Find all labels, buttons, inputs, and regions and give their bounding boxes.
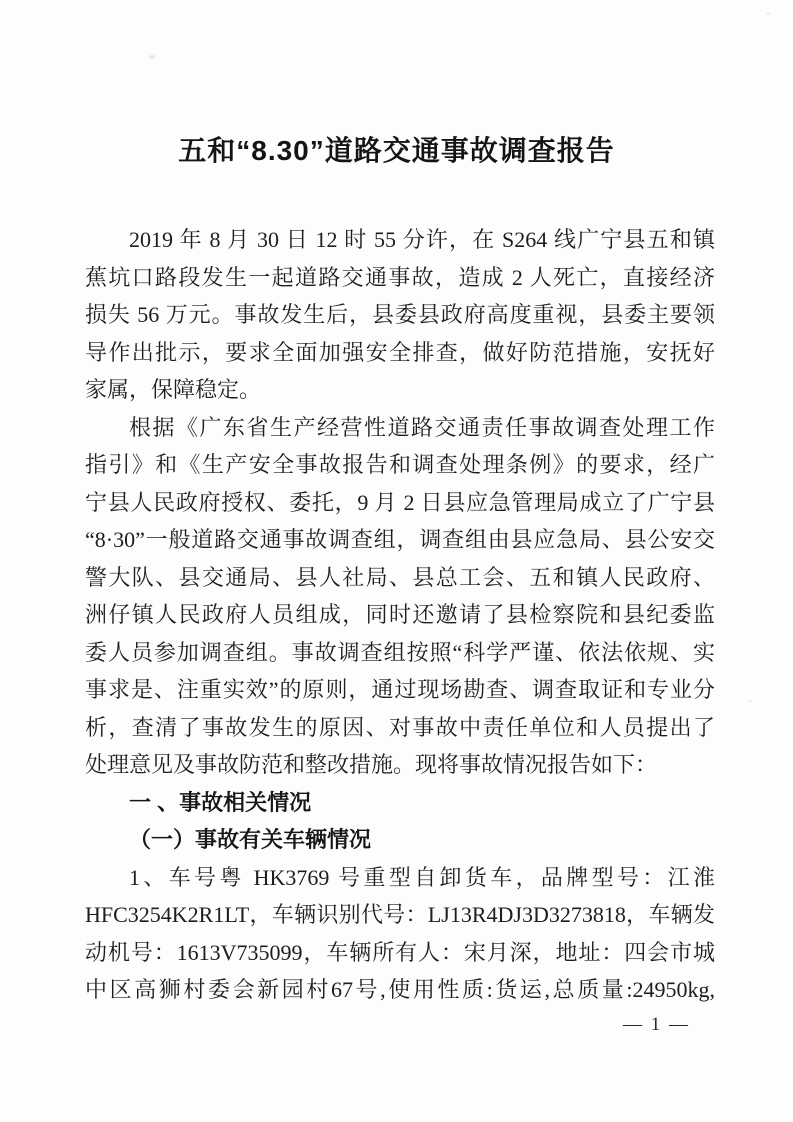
scan-noise-speck xyxy=(748,700,752,703)
scan-noise-speck xyxy=(766,12,771,15)
section-heading: （一）事故有关车辆情况 xyxy=(129,827,372,852)
text-line: 事求是、注重实效”的原则，通过现场勘查、调查取证和专业分 xyxy=(85,677,715,702)
text-line: 根据《广东省生产经营性道路交通责任事故调查处理工作 xyxy=(129,414,715,440)
text-line: 蕉坑口路段发生一起道路交通事故，造成 2 人死亡，直接经济 xyxy=(85,264,715,290)
text-line: “8·30”一般道路交通事故调查组，调查组由县应急局、县公安交 xyxy=(85,527,715,552)
body-text xyxy=(85,221,715,1009)
text-line: 导作出批示，要求全面加强安全排查，做好防范措施，安抚好 xyxy=(85,339,715,365)
section-heading: 一 、事故相关情况 xyxy=(129,789,312,815)
page-number: — 1 — xyxy=(623,1014,690,1035)
text-line: 警大队、县交通局、县人社局、县总工会、五和镇人民政府、 xyxy=(85,564,715,590)
scan-noise-speck xyxy=(149,55,155,59)
text-line: 动机号：1613V735099，车辆所有人：宋月深，地址：四会市城 xyxy=(85,939,715,965)
document-title: 五和“8.30”道路交通事故调查报告 xyxy=(178,135,615,166)
text-line: 家属，保障稳定。 xyxy=(85,377,262,402)
text-line: 洲仔镇人民政府人员组成，同时还邀请了县检察院和县纪委监 xyxy=(85,602,715,627)
text-line: HFC3254K2R1LT，车辆识别代号：LJ13R4DJ3D3273818，车辆发 xyxy=(85,902,715,927)
text-line: 2019 年 8 月 30 日 12 时 55 分许，在 S264 线广宁县五和镇 xyxy=(129,227,715,252)
text-line: 处理意见及事故防范和整改措施。现将事故情况报告如下： xyxy=(85,752,658,777)
text-line: 委人员参加调查组。事故调查组按照“科学严谨、依法依规、实 xyxy=(85,639,715,665)
text-line: 宁县人民政府授权、委托，9 月 2 日县应急管理局成立了广宁县 xyxy=(85,489,715,515)
text-line: 中区高狮村委会新园村67号,使用性质:货运,总质量:24950kg, xyxy=(85,977,715,1002)
text-line: 1、车号粤 HK3769 号重型自卸货车，品牌型号：江淮 xyxy=(129,864,715,890)
text-line: 损失 56 万元。事故发生后，县委县政府高度重视，县委主要领 xyxy=(85,302,715,327)
text-line: 析，查清了事故发生的原因、对事故中责任单位和人员提出了 xyxy=(85,714,715,740)
text-line: 指引》和《生产安全事故报告和调查处理条例》的要求，经广 xyxy=(85,452,715,477)
